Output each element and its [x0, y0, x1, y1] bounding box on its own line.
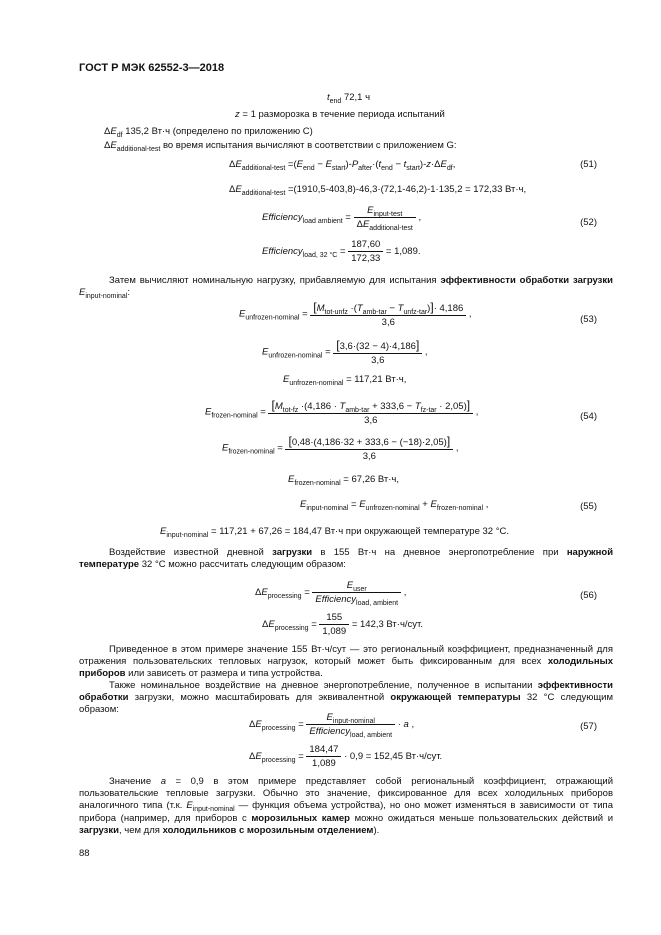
equation-55: $E_{input-nominal} = E_{unfrozen-nominal} + E_{frozen-nominal}$ ,: [300, 499, 489, 512]
equation-56: $\Delta E_{processing}$ = $\frac{E_{user}}{Efficiency_{load, ambient}}$ ,: [255, 580, 407, 607]
paragraph-regional-coefficient: Приведенное в этом примере значение 155 Вт·ч/сут — это региональный коэффициент, предназначенный для отражения пользовательских тепловых нагрузок, который может быть фиксированным для всех холодильных приборов или зависеть от размера и типа устройства.: [79, 644, 614, 680]
equation-56-calculation: $\Delta E_{processing}$ = $\frac{155}{1,089}$ = 142,3 Вт·ч/сут.: [262, 612, 423, 637]
equation-54-substitution: $E_{frozen-nominal}$ = $\frac{[0,48\cdot(4,186\cdot 32 + 333,6 - (-18)\cdot 2,05)]}{3,6}$ ,: [222, 434, 459, 462]
equation-number-56: (56): [580, 590, 597, 601]
equation-number-57: (57): [580, 721, 597, 732]
equation-53-result: $E_{unfrozen-nominal} = 117,21$ Вт·ч,: [283, 374, 407, 387]
equation-52-calculation: Efficiency$_{load, 32 ^\circ C}$ = $\frac{187,60}{172,33}$ = 1,089.: [262, 239, 421, 264]
def-t-end: $t_{end}$ 72,1 ч: [327, 92, 371, 105]
equation-53-substitution: $E_{unfrozen-nominal}$ = $\frac{[3,6\cdot(32 - 4)\cdot 4,186]}{3,6}$ ,: [262, 338, 428, 366]
equation-number-54: (54): [580, 411, 597, 422]
equation-57: $\Delta E_{processing}$ = $\frac{E_{input-nominal}}{Efficiency_{load, ambient}}$ · a ,: [249, 712, 415, 739]
paragraph-value-a: Значение a = 0,9 в этом примере представляет собой региональный коэффициент, отражающий пользовательские тепловые загрузки. Обычно это значение, фиксированное для всех холодильных приборов аналогичного типа (т.к. $E_{input-nominal}$ — функция объема устройства), но оно может изменяться в зависимости от типа прибора (например, для приборов с морозильных камер можно ожидаться меньше пользовательских действий и загрузки, чем для холодильников с морозильным отделением).: [79, 776, 614, 836]
page-header-title: ГОСТ Р МЭК 62552-3—2018: [79, 62, 225, 74]
equation-number-52: (52): [580, 217, 597, 228]
page-number: 88: [79, 848, 90, 859]
paragraph-scaling: Также номинальное воздействие на дневное энергопотребление, полученное в испытании эффективности обработки загрузки, можно масштабировать для эквивалентной окружающей температуры 32 °С следующим образом:: [79, 680, 614, 716]
def-e-df: $\Delta E_{df}$ 135,2 Вт·ч (определено по приложению С): [104, 126, 313, 139]
paragraph-load-intro: Затем вычисляют номинальную нагрузку, прибавляемую для испытания эффективности обработки загрузки $E_{input-nominal}$:: [79, 275, 613, 301]
equation-number-53: (53): [580, 314, 597, 325]
def-z: z = 1 разморозка в течение периода испытаний: [235, 109, 445, 120]
paragraph-daily-load: Воздействие известной дневной загрузки в 155 Вт·ч на дневное энергопотребление при наружной температуре 32 °С можно рассчитать следующим образом:: [79, 547, 614, 571]
def-e-additional: $\Delta E_{additional-test}$ во время испытания вычисляют в соответствии с приложением G:: [104, 140, 457, 153]
equation-54-result: $E_{frozen-nominal} = 67,26$ Вт·ч,: [288, 474, 400, 487]
equation-54: $E_{frozen-nominal}$ = $\frac{[M_{tot-fz} \cdot(4,186 \cdot T_{amb-tar} + 333,6 - T_{fz-tar} \cdot 2,05)]}{3,6}$ ,: [205, 398, 479, 426]
equation-51-calculation: $\Delta E_{additional-test} =(1910,5-403,8)-46,3\cdot(72,1-46,2)-1\cdot 135,2 = 172,33$ Вт·ч,: [229, 184, 527, 197]
equation-number-55: (55): [580, 501, 597, 512]
equation-51: $\Delta E_{additional-test} =(E_{end} - E_{start})-P_{after}\cdot(t_{end} - t_{start})-z\cdot\Delta E_{df}$,: [229, 159, 456, 172]
equation-52: Efficiency$_{load ambient}$ = $\frac{E_{input-test}}{\Delta E_{additional-test}}$ ,: [262, 205, 422, 232]
equation-57-calculation: $\Delta E_{processing}$ = $\frac{184,47}{1,089}$ · 0,9 = 152,45 Вт·ч/сут.: [249, 744, 443, 769]
equation-53: $E_{unfrozen-nominal}$ = $\frac{[M_{tot-unfz} \cdot(T_{amb-tar} - T_{unfz-tar})]\cdot 4,186}{3,6}$ ,: [239, 300, 472, 328]
equation-number-51: (51): [580, 159, 597, 170]
equation-55-result: $E_{input-nominal} = 117,21 + 67,26 = 184,47$ Вт·ч при окружающей температуре 32 °С.: [160, 526, 510, 539]
